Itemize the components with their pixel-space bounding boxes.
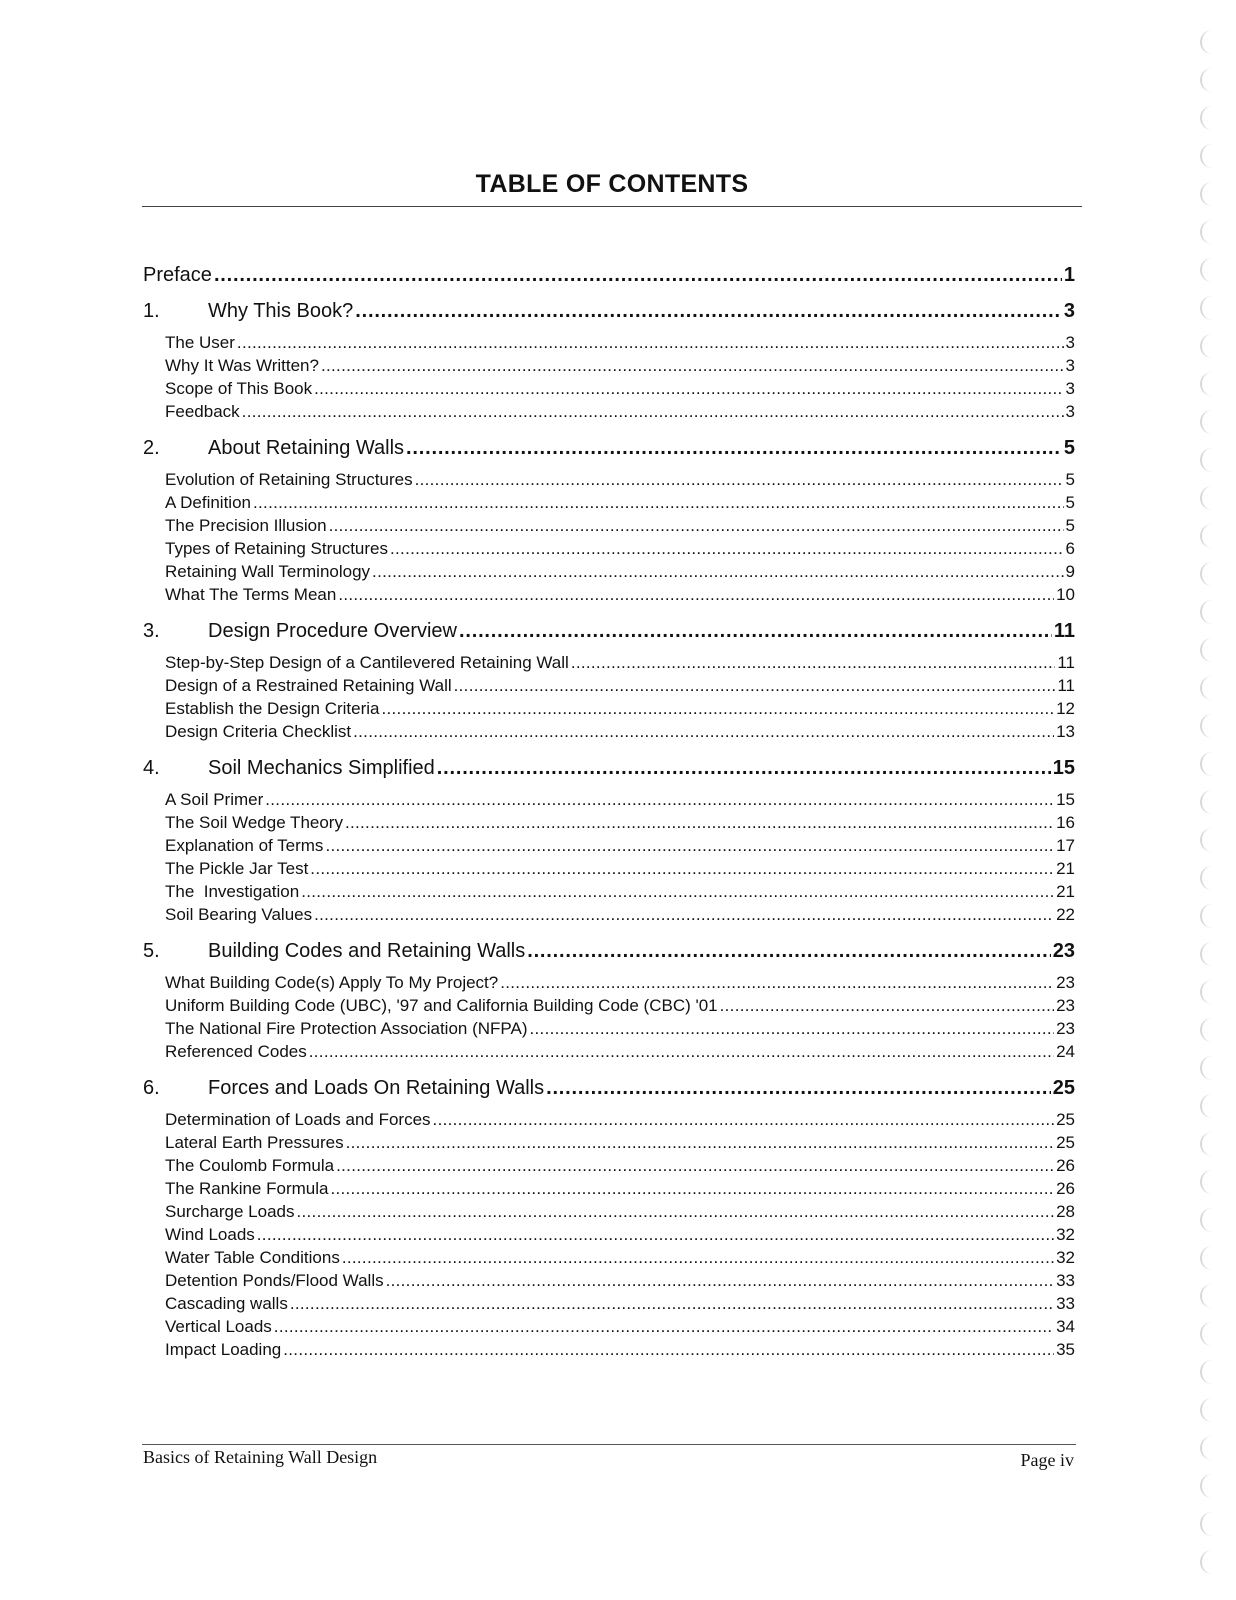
- binder-hole: [1200, 448, 1212, 472]
- footer-book-title: Basics of Retaining Wall Design: [143, 1447, 378, 1467]
- dot-leader: [314, 905, 1054, 925]
- toc-entry-row: [143, 493, 1075, 516]
- entry-title: Vertical Loads: [165, 1317, 272, 1336]
- entry-title: The Rankine Formula: [165, 1179, 329, 1198]
- toc-chapter-row: [143, 264, 1075, 288]
- entry-title: Lateral Earth Pressures: [165, 1133, 344, 1152]
- entry-page-number: 32: [1056, 1248, 1075, 1267]
- toc-entry-row: [143, 813, 1075, 836]
- entry-page-number: 24: [1056, 1042, 1075, 1061]
- entry-page-number: 9: [1065, 562, 1075, 581]
- entry-title: A Definition: [165, 493, 251, 512]
- chapter-title: [143, 620, 457, 643]
- toc-chapter-row: [143, 940, 1075, 964]
- toc-entry-row: [143, 1248, 1075, 1271]
- binder-hole: [1200, 904, 1212, 928]
- footer-divider: [142, 1444, 1076, 1445]
- entry-page-number: 28: [1056, 1202, 1075, 1221]
- entry-title: Why It Was Written?: [165, 356, 319, 375]
- entry-page-number: 5: [1065, 493, 1075, 512]
- binder-hole: [1200, 676, 1212, 700]
- toc-entry-row: [143, 882, 1075, 905]
- binder-hole: [1200, 1398, 1212, 1422]
- entry-page-number: 3: [1065, 333, 1075, 352]
- dot-leader: [330, 1179, 1054, 1199]
- entry-page-number: 11: [1057, 676, 1075, 695]
- dot-leader: [381, 699, 1054, 719]
- chapter-title: [143, 940, 525, 963]
- binder-hole: [1200, 486, 1212, 510]
- chapter-title-text: Preface: [143, 264, 212, 286]
- toc-entry-row: [143, 1340, 1075, 1363]
- footer-page-number: Page iv: [1020, 1450, 1074, 1470]
- toc-entry-row: [143, 379, 1075, 402]
- binder-hole: [1200, 410, 1212, 434]
- toc-chapter-row: [143, 437, 1075, 461]
- entry-title: The Investigation: [165, 882, 300, 901]
- dot-leader: [342, 1248, 1054, 1268]
- toc-entry-row: [143, 790, 1075, 813]
- dot-leader: [314, 379, 1063, 399]
- binder-hole: [1200, 980, 1212, 1004]
- chapter-page-number: 11: [1053, 620, 1075, 642]
- entry-title: Scope of This Book: [165, 379, 313, 398]
- chapter-title: [143, 757, 435, 780]
- page-title: TABLE OF CONTENTS: [475, 170, 749, 198]
- toc-entry-row: [143, 1019, 1075, 1042]
- binder-hole: [1200, 1170, 1212, 1194]
- entry-page-number: 35: [1056, 1340, 1075, 1359]
- entry-page-number: 23: [1056, 996, 1075, 1015]
- entry-page-number: 16: [1056, 813, 1075, 832]
- entry-title: Water Table Conditions: [165, 1248, 340, 1267]
- chapter-title: [143, 1077, 544, 1100]
- dot-leader: [500, 973, 1054, 993]
- binder-hole: [1200, 1284, 1212, 1308]
- dot-leader: [390, 539, 1064, 559]
- dot-leader: [546, 1077, 1051, 1100]
- dot-leader: [386, 1271, 1054, 1291]
- dot-leader: [274, 1317, 1054, 1337]
- entry-page-number: 26: [1056, 1179, 1075, 1198]
- toc-entry-row: [143, 1179, 1075, 1202]
- dot-leader: [253, 493, 1064, 513]
- entry-title: Evolution of Retaining Structures: [165, 470, 413, 489]
- chapter-page-number: 1: [1063, 264, 1075, 286]
- entry-title: Retaining Wall Terminology: [165, 562, 371, 581]
- dot-leader: [459, 620, 1052, 643]
- entry-title: The Soil Wedge Theory: [165, 813, 343, 832]
- entry-title: Establish the Design Criteria: [165, 699, 380, 718]
- binder-hole: [1200, 600, 1212, 624]
- binder-hole: [1200, 1246, 1212, 1270]
- entry-page-number: 10: [1056, 585, 1075, 604]
- toc-chapter-row: [143, 757, 1075, 781]
- chapter-page-number: 3: [1063, 300, 1075, 322]
- binder-hole: [1200, 1056, 1212, 1080]
- toc-entry-row: [143, 699, 1075, 722]
- entry-title: Referenced Codes: [165, 1042, 307, 1061]
- binder-hole: [1200, 1322, 1212, 1346]
- dot-leader: [336, 1156, 1054, 1176]
- chapter-page-number: 15: [1052, 757, 1075, 779]
- chapter-number: 2.: [143, 437, 160, 459]
- entry-page-number: 32: [1056, 1225, 1075, 1244]
- dot-leader: [720, 996, 1054, 1016]
- binder-hole: [1200, 524, 1212, 548]
- dot-leader: [283, 1340, 1054, 1360]
- entry-page-number: 21: [1056, 859, 1075, 878]
- dot-leader: [321, 356, 1064, 376]
- entry-page-number: 6: [1065, 539, 1075, 558]
- binder-hole: [1200, 220, 1212, 244]
- entry-page-number: 23: [1056, 973, 1075, 992]
- entry-title: Wind Loads: [165, 1225, 255, 1244]
- binder-hole: [1200, 1132, 1212, 1156]
- chapter-title: [143, 300, 353, 323]
- dot-leader: [325, 836, 1054, 856]
- dot-leader: [242, 402, 1064, 422]
- entry-title: What Building Code(s) Apply To My Project?: [165, 973, 499, 992]
- binder-hole: [1200, 790, 1212, 814]
- binder-hole: [1200, 334, 1212, 358]
- toc-entry-row: [143, 859, 1075, 882]
- entry-page-number: 13: [1056, 722, 1075, 741]
- toc-entry-row: [143, 1133, 1075, 1156]
- toc-entry-row: [143, 836, 1075, 859]
- toc-entry-row: [143, 1156, 1075, 1179]
- toc-entry-row: [143, 516, 1075, 539]
- entry-page-number: 21: [1056, 882, 1075, 901]
- binder-hole: [1200, 68, 1212, 92]
- entry-page-number: 3: [1065, 356, 1075, 375]
- table-of-contents: [143, 264, 1075, 1363]
- dot-leader: [530, 1019, 1055, 1039]
- toc-entry-row: [143, 1202, 1075, 1225]
- toc-entry-row: [143, 1225, 1075, 1248]
- entry-page-number: 33: [1056, 1271, 1075, 1290]
- dot-leader: [415, 470, 1064, 490]
- toc-entry-row: [143, 470, 1075, 493]
- toc-entry-row: [143, 973, 1075, 996]
- entry-page-number: 33: [1056, 1294, 1075, 1313]
- entry-title: A Soil Primer: [165, 790, 264, 809]
- entry-title: Types of Retaining Structures: [165, 539, 389, 558]
- toc-entry-row: [143, 562, 1075, 585]
- binder-hole: [1200, 1436, 1212, 1460]
- entry-title: Step-by-Step Design of a Cantilevered Retaining Wall: [165, 653, 569, 672]
- binder-hole: [1200, 942, 1212, 966]
- chapter-title-text: Forces and Loads On Retaining Walls: [208, 1077, 545, 1099]
- dot-leader: [214, 264, 1062, 287]
- dot-leader: [454, 676, 1056, 696]
- binder-hole: [1200, 562, 1212, 586]
- binder-hole: [1200, 828, 1212, 852]
- dot-leader: [437, 757, 1051, 780]
- chapter-page-number: 5: [1063, 437, 1075, 459]
- binder-hole: [1200, 1512, 1212, 1536]
- entry-title: Soil Bearing Values: [165, 905, 313, 924]
- entry-title: The National Fire Protection Association (NFPA): [165, 1019, 528, 1038]
- toc-entry-row: [143, 676, 1075, 699]
- dot-leader: [309, 1042, 1054, 1062]
- toc-entry-row: [143, 996, 1075, 1019]
- entry-title: Design Criteria Checklist: [165, 722, 352, 741]
- binder-hole: [1200, 1094, 1212, 1118]
- chapter-title: [143, 264, 212, 287]
- dot-leader: [301, 882, 1054, 902]
- chapter-page-number: 25: [1052, 1077, 1075, 1099]
- toc-entry-row: [143, 1271, 1075, 1294]
- entry-page-number: 17: [1056, 836, 1075, 855]
- entry-title: Feedback: [165, 402, 240, 421]
- chapter-number: 3.: [143, 620, 160, 642]
- entry-page-number: 22: [1056, 905, 1075, 924]
- dot-leader: [345, 813, 1054, 833]
- dot-leader: [329, 516, 1064, 536]
- binder-hole: [1200, 638, 1212, 662]
- dot-leader: [372, 562, 1063, 582]
- chapter-title-text: Soil Mechanics Simplified: [208, 757, 435, 779]
- entry-page-number: 5: [1065, 470, 1075, 489]
- dot-leader: [406, 437, 1062, 460]
- binder-hole: [1200, 752, 1212, 776]
- toc-entry-row: [143, 333, 1075, 356]
- title-divider: [142, 206, 1082, 207]
- toc-entry-row: [143, 1317, 1075, 1340]
- dot-leader: [338, 585, 1054, 605]
- dot-leader: [346, 1133, 1054, 1153]
- toc-entry-row: [143, 905, 1075, 928]
- entry-title: What The Terms Mean: [165, 585, 337, 604]
- dot-leader: [310, 859, 1054, 879]
- binder-hole: [1200, 1018, 1212, 1042]
- dot-leader: [433, 1110, 1055, 1130]
- entry-title: The Precision Illusion: [165, 516, 327, 535]
- chapter-title-text: Building Codes and Retaining Walls: [208, 940, 526, 962]
- binder-holes: [1194, 30, 1218, 1590]
- entry-title: Determination of Loads and Forces: [165, 1110, 431, 1129]
- chapter-title-text: About Retaining Walls: [208, 437, 405, 459]
- binder-hole: [1200, 296, 1212, 320]
- dot-leader: [571, 653, 1056, 673]
- entry-title: Surcharge Loads: [165, 1202, 295, 1221]
- chapter-title-text: Design Procedure Overview: [208, 620, 457, 642]
- entry-title: The User: [165, 333, 235, 352]
- dot-leader: [527, 940, 1051, 963]
- dot-leader: [355, 300, 1062, 323]
- entry-page-number: 3: [1065, 379, 1075, 398]
- chapter-number: 6.: [143, 1077, 160, 1099]
- entry-title: Explanation of Terms: [165, 836, 324, 855]
- entry-title: Impact Loading: [165, 1340, 282, 1359]
- toc-entry-row: [143, 356, 1075, 379]
- binder-hole: [1200, 1550, 1212, 1574]
- chapter-number: 1.: [143, 300, 160, 322]
- chapter-number: 4.: [143, 757, 160, 779]
- entry-title: Cascading walls: [165, 1294, 288, 1313]
- toc-entry-row: [143, 402, 1075, 425]
- entry-title: Detention Ponds/Flood Walls: [165, 1271, 384, 1290]
- dot-leader: [290, 1294, 1054, 1314]
- entry-page-number: 11: [1057, 653, 1075, 672]
- toc-chapter-row: [143, 300, 1075, 324]
- binder-hole: [1200, 1208, 1212, 1232]
- binder-hole: [1200, 182, 1212, 206]
- dot-leader: [257, 1225, 1054, 1245]
- toc-chapter-row: [143, 620, 1075, 644]
- toc-entry-row: [143, 653, 1075, 676]
- toc-entry-row: [143, 585, 1075, 608]
- dot-leader: [353, 722, 1054, 742]
- toc-entry-row: [143, 722, 1075, 745]
- binder-hole: [1200, 866, 1212, 890]
- dot-leader: [265, 790, 1054, 810]
- binder-hole: [1200, 30, 1212, 54]
- entry-title: Uniform Building Code (UBC), '97 and California Building Code (CBC) '01: [165, 996, 718, 1015]
- binder-hole: [1200, 1474, 1212, 1498]
- entry-page-number: 25: [1056, 1110, 1075, 1129]
- entry-title: The Pickle Jar Test: [165, 859, 309, 878]
- chapter-number: 5.: [143, 940, 160, 962]
- chapter-title-text: Why This Book?: [208, 300, 354, 322]
- binder-hole: [1200, 714, 1212, 738]
- toc-entry-row: [143, 539, 1075, 562]
- chapter-title: [143, 437, 404, 460]
- entry-title: The Coulomb Formula: [165, 1156, 335, 1175]
- entry-page-number: 12: [1056, 699, 1075, 718]
- binder-hole: [1200, 372, 1212, 396]
- toc-entry-row: [143, 1110, 1075, 1133]
- entry-page-number: 34: [1056, 1317, 1075, 1336]
- entry-page-number: 5: [1065, 516, 1075, 535]
- entry-page-number: 25: [1056, 1133, 1075, 1152]
- binder-hole: [1200, 1360, 1212, 1384]
- toc-entry-row: [143, 1042, 1075, 1065]
- dot-leader: [237, 333, 1064, 353]
- binder-hole: [1200, 258, 1212, 282]
- toc-chapter-row: [143, 1077, 1075, 1101]
- entry-title: Design of a Restrained Retaining Wall: [165, 676, 452, 695]
- binder-hole: [1200, 106, 1212, 130]
- binder-hole: [1200, 144, 1212, 168]
- toc-entry-row: [143, 1294, 1075, 1317]
- dot-leader: [296, 1202, 1054, 1222]
- entry-page-number: 26: [1056, 1156, 1075, 1175]
- entry-page-number: 23: [1056, 1019, 1075, 1038]
- entry-page-number: 15: [1056, 790, 1075, 809]
- chapter-page-number: 23: [1052, 940, 1075, 962]
- entry-page-number: 3: [1065, 402, 1075, 421]
